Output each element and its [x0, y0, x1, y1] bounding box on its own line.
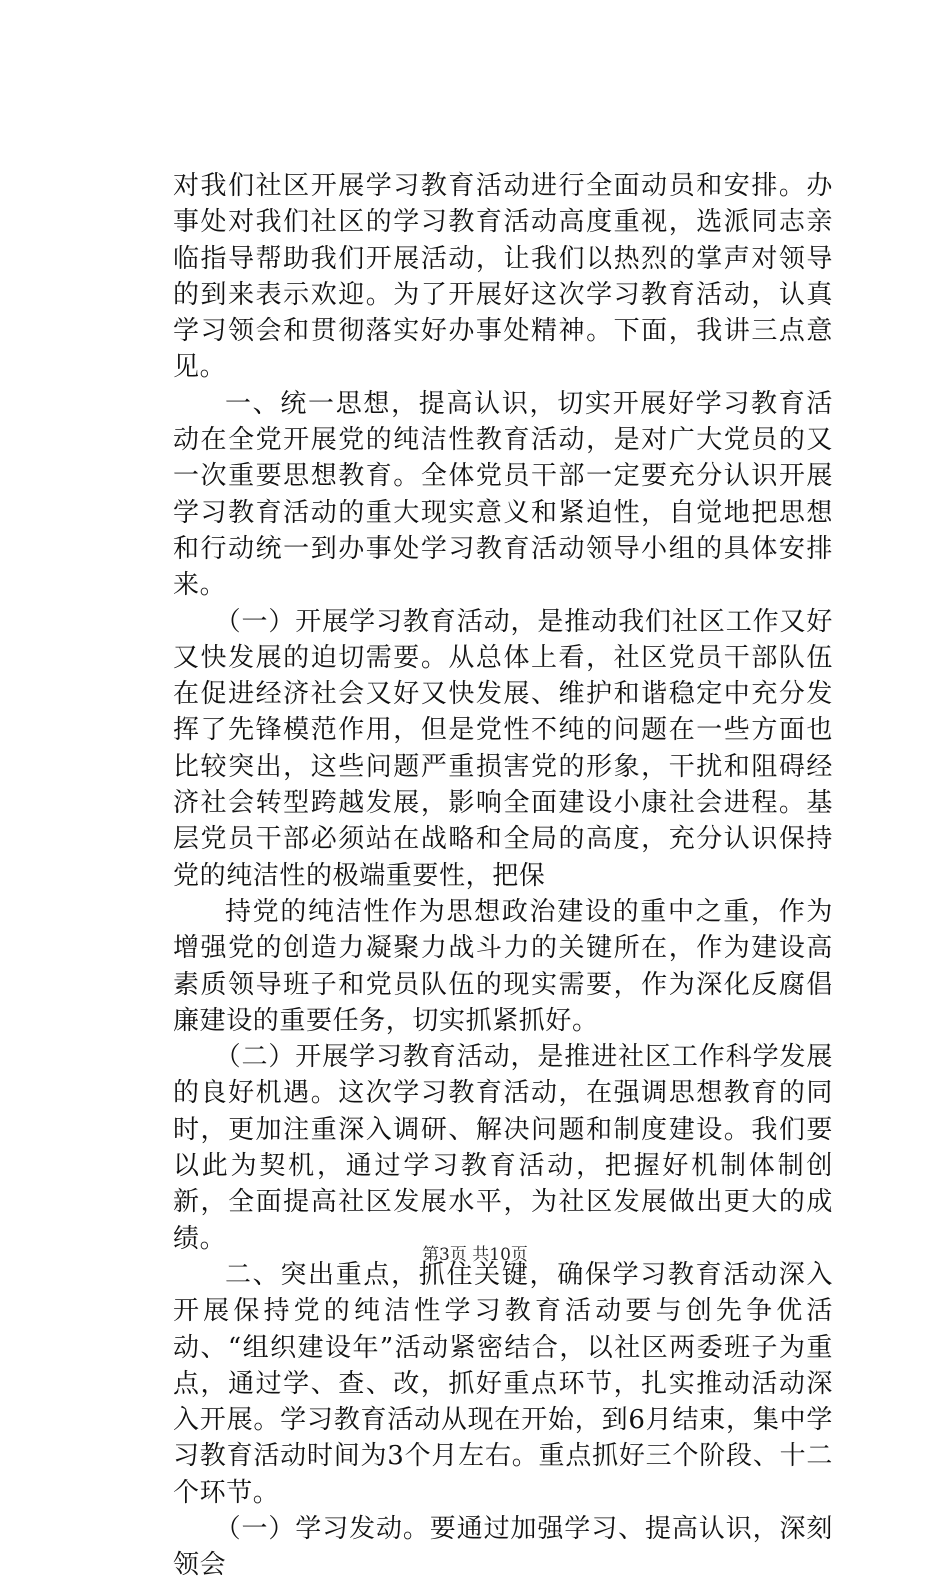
page-footer: 第3页 共10页 [422, 1245, 528, 1265]
paragraph-continuation: 持党的纯洁性作为思想政治建设的重中之重，作为增强党的创造力凝聚力战斗力的关键所在，作为建设高素质领导班子和党员队伍的现实需要，作为深化反腐倡廉建设的重要任务，切实抓紧抓好。 [173, 896, 833, 1036]
paragraph-section-two: 二、突出重点，抓住关键，确保学习教育活动深入开展保持党的纯洁性学习教育活动要与创先争优活动、“组织建设年”活动紧密结合，以社区两委班子为重点，通过学、查、改，抓好重点环节，扎实推动活动深入开展。学习教育活动从现在开始，到6月结束，集中学习教育活动时间为3个月左右。重点抓好三个阶段、十二个环节。 [173, 1259, 833, 1508]
paragraph-subsection-1-1: （一）开展学习教育活动，是推动我们社区工作又好又快发展的迫切需要。从总体上看，社区党员干部队伍在促进经济社会又好又快发展、维护和谐稳定中充分发挥了先锋模范作用，但是党性不纯的问题在一些方面也比较突出，这些问题严重损害党的形象，干扰和阻碍经济社会转型跨越发展，影响全面建设小康社会进程。基层党员干部必须站在战略和全局的高度，充分认识保持党的纯洁性的极端重要性，把保 [173, 606, 833, 891]
paragraph-intro: 对我们社区开展学习教育活动进行全面动员和安排。办事处对我们社区的学习教育活动高度重视，选派同志亲临指导帮助我们开展活动，让我们以热烈的掌声对领导的到来表示欢迎。为了开展好这次学习教育活动，认真学习领会和贯彻落实好办事处精神。下面，我讲三点意见。 [173, 171, 833, 383]
paragraph-subsection-2-1: （一）学习发动。要通过加强学习、提高认识，深刻领会 [173, 1513, 833, 1581]
document-body [173, 168, 833, 1584]
paragraph-section-one: 一、统一思想，提高认识，切实开展好学习教育活动在全党开展党的纯洁性教育活动，是对广大党员的又一次重要思想教育。全体党员干部一定要充分认识开展学习教育活动的重大现实意义和紧迫性，自觉地把思想和行动统一到办事处学习教育活动领导小组的具体安排来。 [173, 388, 833, 601]
paragraph-subsection-1-2: （二）开展学习教育活动，是推进社区工作科学发展的良好机遇。这次学习教育活动，在强调思想教育的同时，更加注重深入调研、解决问题和制度建设。我们要以此为契机，通过学习教育活动，把握好机制体制创新，全面提高社区发展水平，为社区发展做出更大的成绩。 [173, 1042, 833, 1254]
